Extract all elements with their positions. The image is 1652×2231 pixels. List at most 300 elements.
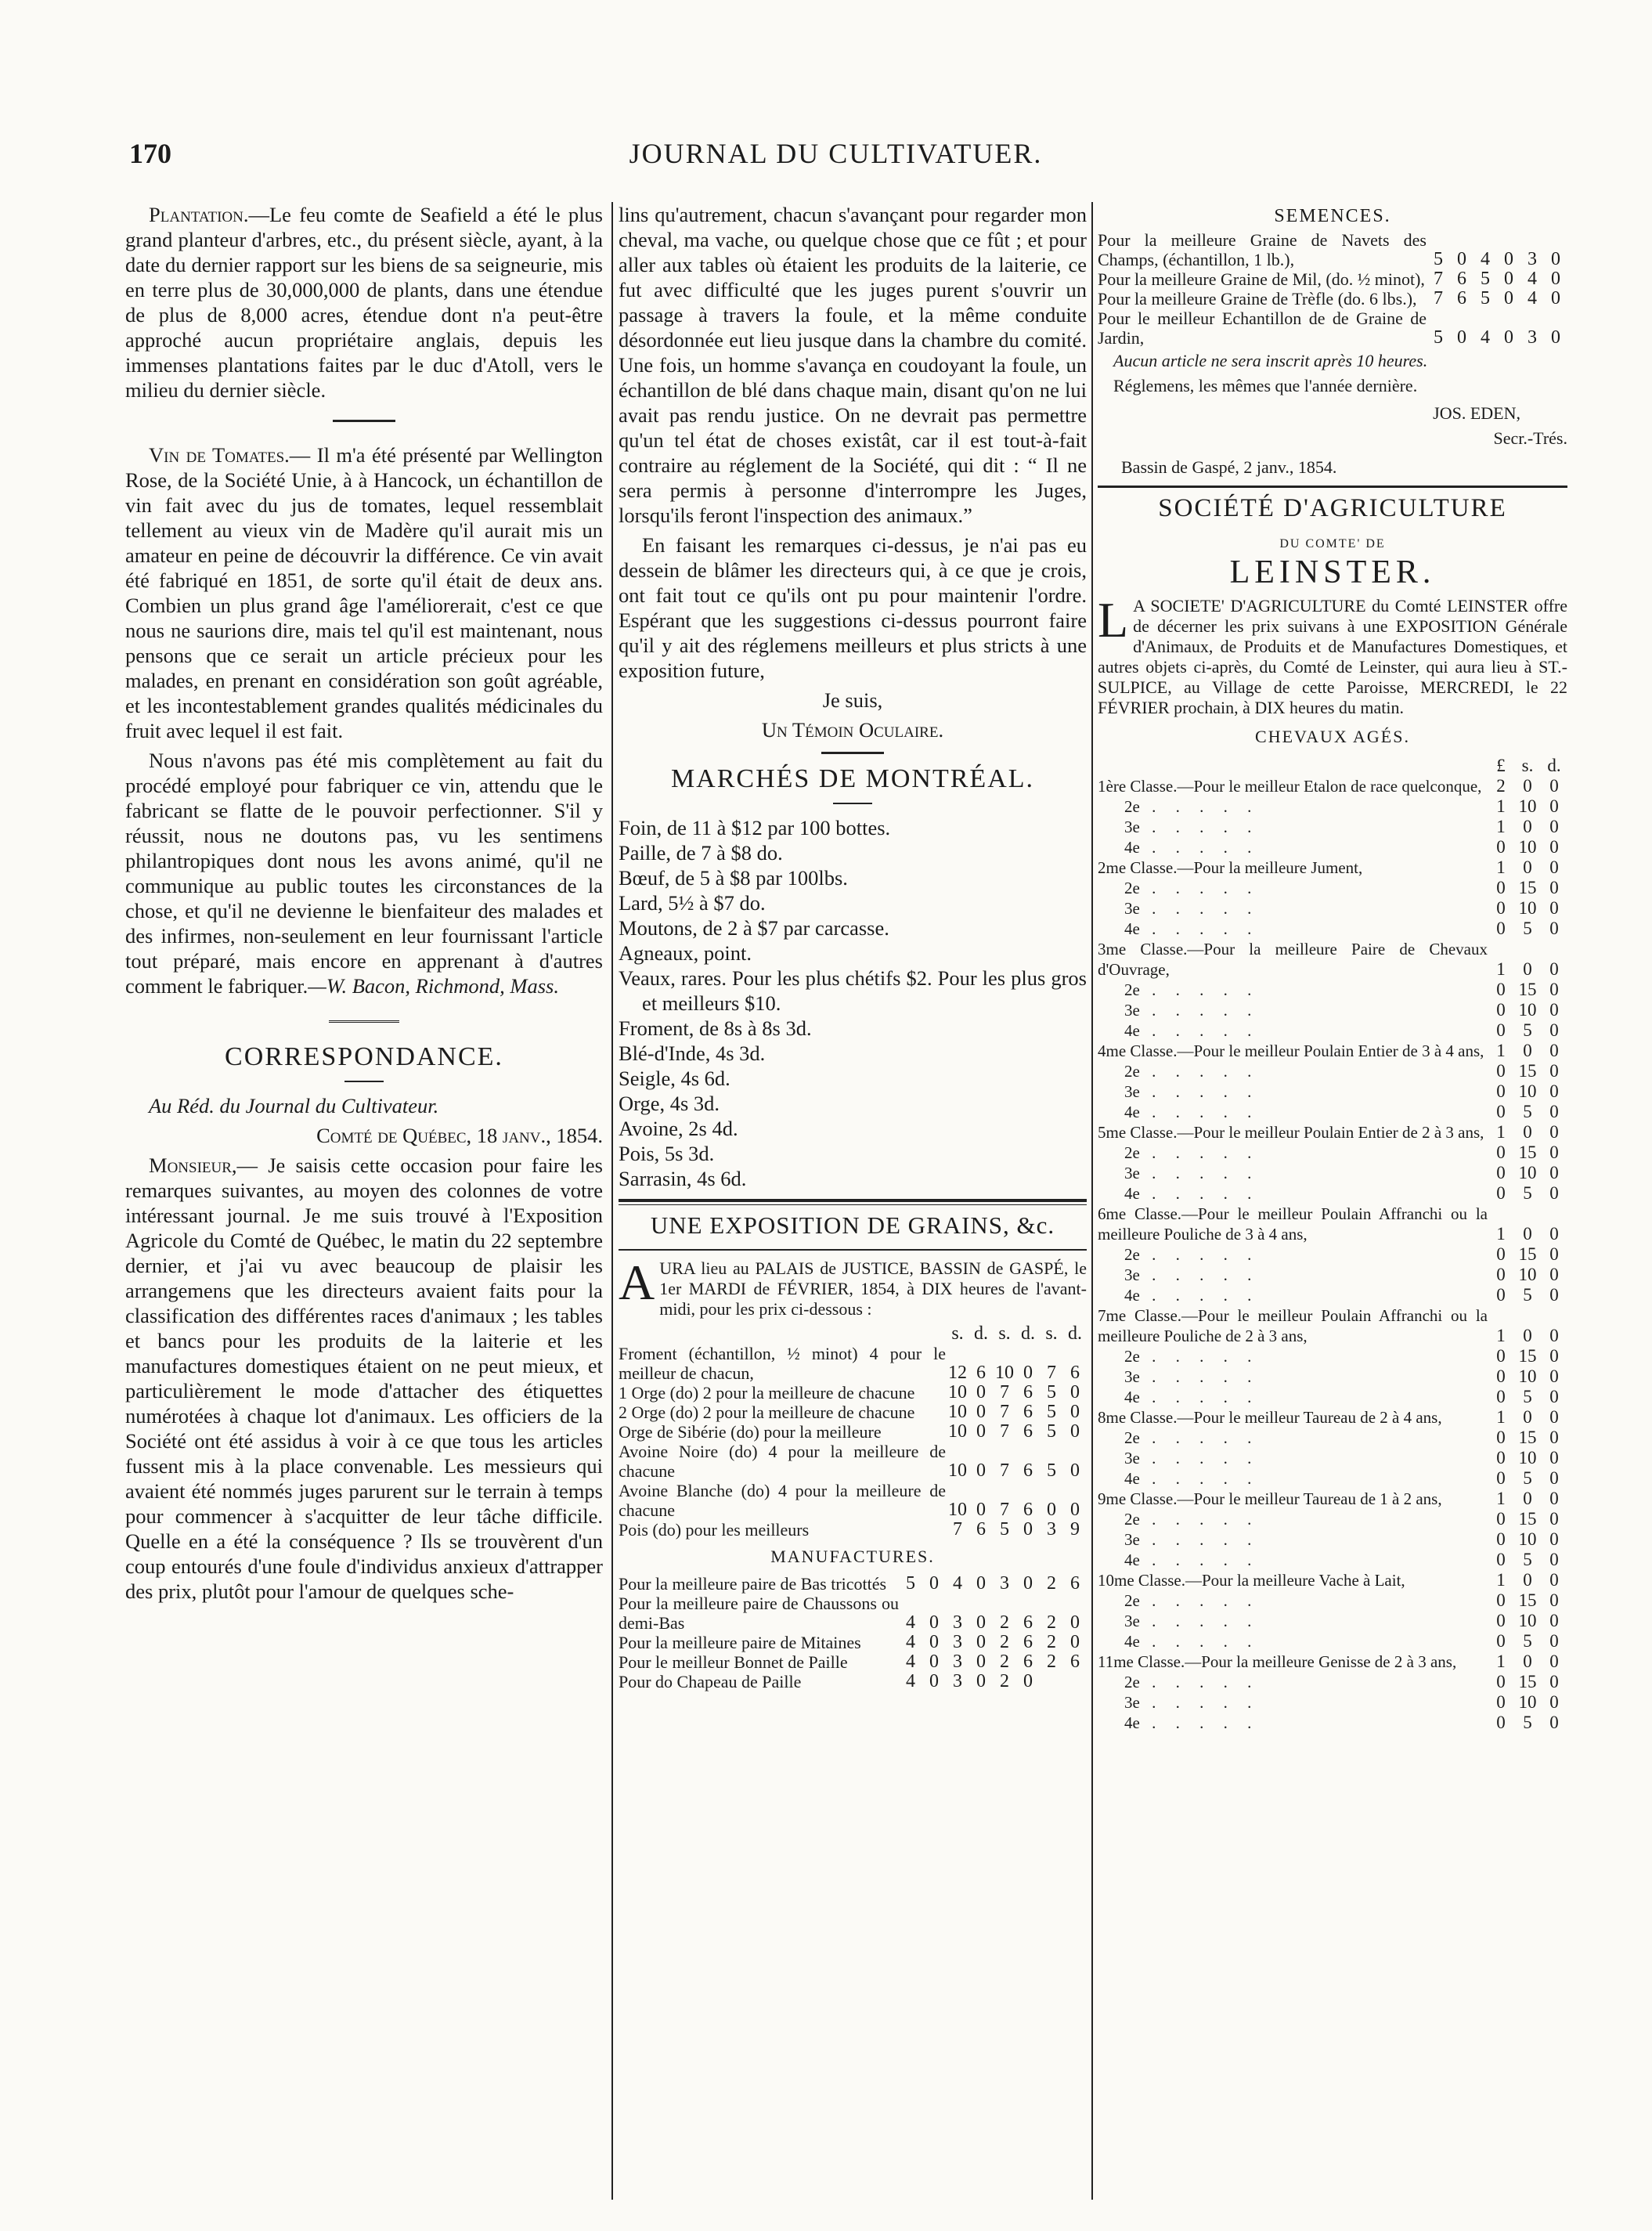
place-rank: 4e (1124, 1021, 1140, 1040)
leader-dots: . . . . . (1139, 1632, 1260, 1651)
row-value: 6 (1023, 1460, 1033, 1481)
market-price-item: Lard, 5½ à $7 do. (619, 891, 766, 915)
row-value: 0 (1549, 1020, 1559, 1040)
row-value: 15 (1518, 1244, 1537, 1264)
row-value: 15 (1518, 980, 1537, 999)
row-value: 5 (1047, 1402, 1056, 1422)
row-value: 0 (1549, 1061, 1559, 1081)
place-label (1098, 1020, 1488, 1041)
letter-salutation: Au Réd. du Journal du Cultivateur. (149, 1094, 439, 1117)
row-value: 0 (1457, 327, 1466, 348)
place-rank: 4e (1124, 838, 1140, 857)
row-value: 0 (1549, 1590, 1559, 1610)
row-value: 2 (1000, 1652, 1009, 1672)
row-value: 0 (1549, 1081, 1559, 1101)
leader-dots: . . . . . (1139, 1001, 1260, 1020)
row-value: 0 (1023, 1671, 1033, 1691)
table-row (619, 1652, 1087, 1672)
row-value: 10 (948, 1500, 967, 1520)
row-value: 0 (976, 1421, 986, 1442)
article-vin-2 (125, 748, 603, 998)
place-label (1098, 1163, 1488, 1183)
column-rule-1 (611, 202, 613, 2200)
table-header-cell (1098, 756, 1488, 776)
row-value: 0 (1549, 959, 1559, 979)
row-value: 0 (1549, 1387, 1559, 1406)
column-middle (619, 202, 1087, 2200)
class-subrow (1098, 898, 1567, 919)
row-value: 6 (1457, 288, 1466, 309)
market-price-item: Seigle, 4s 6d. (619, 1067, 730, 1090)
column-rule-2 (1091, 202, 1093, 2200)
letter-continuation: lins qu'autrement, chacun s'avançant pour regarder mon cheval, ma vache, ou quelque chose que ce fût ; et pour aller aux tables où étaient les produits de la laiterie, ce fut avec difficulté que les juges purent s'ouvrir un passage à travers la foule, et la même conduite désordonnée eut lieu jusque dans la chambre du comité. Une fois, un homme s'avança en coudoyant la foule, un échantillon de blé dans chaque main, disant qu'on ne lui avait pas rendu justice. On ne devrait pas permettre qu'un tel état de choses existât, car il est tout-à-fait contraire au réglement de la Société, qui dit : “ Il ne sera permis à personne d'interrompre les Juges, lorsqu'ils feront l'inspection des animaux.” (619, 203, 1087, 527)
place-rank: 4e (1124, 1469, 1140, 1488)
row-value: 0 (1070, 1500, 1080, 1520)
row-value: 15 (1518, 1346, 1537, 1366)
row-value: 0 (1023, 1573, 1033, 1594)
leader-dots: . . . . . (1139, 879, 1260, 897)
leader-dots: . . . . . (1139, 1428, 1260, 1447)
row-value: 0 (1551, 288, 1560, 309)
row-value: 0 (1496, 1285, 1506, 1305)
section-heading-semences: SEMENCES. (1274, 206, 1391, 226)
class-subrow (1098, 1285, 1567, 1305)
class-label: 3me Classe.—Pour la meilleure Paire de Chevaux d'Ouvrage, (1098, 940, 1488, 979)
row-value: 0 (1496, 1468, 1506, 1488)
row-label: Pour la meilleure paire de Bas tricottés (619, 1574, 887, 1594)
row-value: 0 (1523, 1326, 1532, 1345)
article-body: Nous n'avons pas été mis complètement au fait du procédé employé pour fabriquer ce vin, attendu que le fabricant se flatte de le pouvoir perfectionner. S'il y réussit, nous ne doutons pas, vu les sentimens philantropiques dont nous les avons animé, qu'il ne communique au public toutes les circonstances de la chose, et qu'il ne devienne le bienfaiteur des malades et des infirmes, non-seulement en leur fournissant l'article tout préparé, mais encore en apprenant à d'autres comment le fabriquer. (125, 749, 603, 998)
market-price-item: Blé-d'Inde, 4s 3d. (619, 1041, 766, 1065)
section-heading-correspondance: CORRESPONDANCE. (225, 1042, 503, 1071)
row-value: 0 (1496, 1692, 1506, 1712)
row-value: 10 (995, 1363, 1014, 1383)
class-subrow (1098, 1061, 1567, 1081)
row-value: 0 (1549, 1163, 1559, 1182)
row-label: Pour la meilleure Graine de Trèfle (do. 6 lbs.), (1098, 289, 1417, 309)
table-row (619, 1442, 1087, 1481)
market-price-item: Veaux, rares. Pour les plus chétifs $2. Pour les plus gros et meilleurs $10. (619, 966, 1087, 1015)
market-price-item: Bœuf, de 5 à $8 par 100lbs. (619, 866, 848, 890)
class-row (1098, 1570, 1567, 1590)
table-row (1098, 230, 1567, 269)
row-value: 0 (1549, 1468, 1559, 1488)
rule (619, 1249, 1087, 1251)
place-rank: 2e (1124, 1428, 1140, 1447)
row-value: 4 (1481, 327, 1490, 348)
class-subrow (1098, 1468, 1567, 1489)
leader-dots: . . . . . (1139, 1530, 1260, 1549)
row-value: 15 (1518, 1061, 1537, 1081)
row-value: 0 (1549, 919, 1559, 938)
row-label: Pour le meilleur Echantillon de de Graine de Jardin, (1098, 309, 1427, 348)
place-label (1098, 1550, 1488, 1570)
row-value: 10 (1518, 1692, 1537, 1712)
ornament-separator (329, 1020, 399, 1023)
row-value: 1 (1496, 1489, 1506, 1508)
drop-cap: A (619, 1254, 655, 1310)
row-value: 4 (1528, 269, 1537, 289)
semences-note-2: Réglemens, les mêmes que l'année dernière. (1113, 376, 1418, 395)
row-value: 6 (1070, 1573, 1080, 1594)
article-plantation (125, 202, 603, 403)
class-label: 11me Classe.—Pour la meilleure Genisse de 2 à 3 ans, (1098, 1652, 1457, 1671)
row-label: Avoine Blanche (do) 4 pour la meilleure de chacune (619, 1481, 946, 1520)
class-label: 4me Classe.—Pour le meilleur Poulain Entier de 3 à 4 ans, (1098, 1041, 1484, 1060)
row-value: 7 (1000, 1421, 1009, 1442)
table-header-cell: d. (1068, 1323, 1082, 1344)
class-subrow (1098, 1428, 1567, 1448)
section-heading-exposition: UNE EXPOSITION DE GRAINS, &c. (650, 1211, 1055, 1239)
row-value: 1 (1496, 1041, 1506, 1060)
table-row (619, 1520, 1087, 1540)
place-label (1098, 1631, 1488, 1652)
row-value: 0 (976, 1652, 986, 1672)
row-value: 15 (1518, 1672, 1537, 1691)
row-value: 1 (1496, 857, 1506, 877)
class-subrow (1098, 1143, 1567, 1163)
row-value: 15 (1518, 1143, 1537, 1162)
row-value: 1 (1496, 796, 1506, 816)
row-value: 0 (1549, 1550, 1559, 1569)
leader-dots: . . . . . (1139, 1143, 1260, 1162)
row-value: 0 (1496, 898, 1506, 918)
row-value: 2 (1047, 1573, 1056, 1594)
leader-dots: . . . . . (1139, 838, 1260, 857)
row-value: 0 (1496, 1143, 1506, 1162)
row-value: 0 (1496, 1713, 1506, 1732)
class-subrow (1098, 1366, 1567, 1387)
row-value: 0 (1496, 878, 1506, 897)
row-value: 0 (1523, 817, 1532, 836)
place-rank: 3e (1124, 818, 1140, 836)
row-value: 0 (929, 1573, 939, 1594)
row-value: 5 (1047, 1460, 1056, 1481)
leader-dots: . . . . . (1139, 1082, 1260, 1101)
row-value: 0 (929, 1671, 939, 1691)
place-label (1098, 796, 1488, 817)
class-subrow (1098, 1550, 1567, 1570)
row-value: 0 (1523, 776, 1532, 796)
row-value: 0 (1549, 1041, 1559, 1060)
row-value: 2 (1000, 1671, 1009, 1691)
row-value: 0 (1549, 857, 1559, 877)
row-value: 0 (1549, 1000, 1559, 1020)
class-row (1098, 1652, 1567, 1672)
table-row (619, 1594, 1087, 1633)
class-subrow (1098, 1387, 1567, 1407)
row-value: 4 (906, 1671, 915, 1691)
exposition-intro-text: URA lieu au PALAIS de JUSTICE, BASSIN de GASPÉ, le 1er MARDI de FÉVRIER, 1854, à DIX heures de l'avant-midi, pour les prix ci-dessous : (659, 1258, 1087, 1319)
row-value: 0 (1549, 1672, 1559, 1691)
letter-body (125, 1153, 603, 1604)
double-rule (619, 1199, 1087, 1205)
row-label: 2 Orge (do) 2 pour la meilleure de chacune (619, 1402, 915, 1422)
leader-dots: . . . . . (1139, 797, 1260, 816)
row-value: 0 (1496, 980, 1506, 999)
row-label: 1 Orge (do) 2 pour la meilleure de chacune (619, 1383, 915, 1402)
market-price-item: Foin, de 11 à $12 par 100 bottes. (619, 816, 891, 839)
row-value: 0 (1523, 1489, 1532, 1508)
row-value: 0 (1551, 327, 1560, 348)
row-value: 0 (929, 1612, 939, 1633)
leader-dots: . . . . . (1139, 1021, 1260, 1040)
row-value: 0 (1549, 1122, 1559, 1142)
table-row (619, 1344, 1087, 1383)
class-subrow (1098, 1672, 1567, 1692)
row-value: 0 (1523, 1224, 1532, 1244)
class-subrow (1098, 1020, 1567, 1041)
row-value: 0 (1523, 959, 1532, 979)
place-rank: 2e (1124, 1143, 1140, 1162)
row-value: 0 (1070, 1421, 1080, 1442)
table-row (619, 1402, 1087, 1422)
class-row (1098, 1407, 1567, 1428)
leader-dots: . . . . . (1139, 1510, 1260, 1529)
row-value: 9 (1070, 1519, 1080, 1540)
place-label (1098, 1672, 1488, 1692)
row-value: 0 (1496, 1428, 1506, 1447)
class-label: 9me Classe.—Pour le meilleur Taureau de 1 à 2 ans, (1098, 1489, 1442, 1508)
leader-dots: . . . . . (1139, 980, 1260, 999)
row-value: 0 (1496, 1509, 1506, 1529)
row-value: 0 (1549, 1326, 1559, 1345)
row-value: 0 (1504, 269, 1513, 289)
row-value: 0 (1549, 1183, 1559, 1203)
row-label: Pour la meilleure Graine de Mil, (do. ½ minot), (1098, 269, 1425, 289)
place-rank: 4e (1124, 1286, 1140, 1305)
row-label: Pour la meilleure Graine de Navets des Champs, (échantillon, 1 lb.), (1098, 230, 1427, 269)
article-body: —Le feu comte de Seafield a été le plus grand planteur d'arbres, etc., du présent siècle, ayant, à la date du dernier rapport sur les biens de sa seigneurie, mis en terre plus de 30,000,000 de plants, dans une étendue de plus de 8,000 acres, étendue dont n'a peut-être approché aucun propriétaire anglais, depuis les immenses plantations faites par le duc d'Atoll, vers le milieu du dernier siècle. (125, 203, 603, 402)
row-value: 0 (1551, 269, 1560, 289)
row-value: 0 (1551, 249, 1560, 269)
place-label (1098, 1611, 1488, 1631)
row-value: 1 (1496, 1407, 1506, 1427)
row-value: 0 (1496, 919, 1506, 938)
row-value: 6 (1070, 1652, 1080, 1672)
letter-text: — Je saisis cette occasion pour faire les remarques suivantes, au moyen des colonnes de votre intéressant journal. Je me suis trouvé à l'Exposition Agricole du Comté de Québec, le matin du 22 septembre dernier, et j'ai vu avec beaucoup de plaisir les arrangemens que les directeurs avaient faits pour la classification des différentes races d'animaux ; les tables et bancs pour les produits de la laiterie et les manufactures domestiques étaient on ne peut mieux, et particulièrement le mode d'attacher des étiquettes numérotées à chaque lot d'animaux. Les officiers de la Société ont été assidus à voir à ce que tous les articles fussent mis à la place convenable. Les messieurs qui avaient été nommés juges parurent sur le terrain à temps pour commencer à s'acquitter de leur tâche difficile. Quelle en a été la conséquence ? Ils se trouvèrent d'un coup entourés d'une foule d'individus anxieux d'attrapper des prix, plutôt pour l'amour de quelques sche- (125, 1153, 603, 1603)
row-value: 0 (1070, 1632, 1080, 1652)
class-subrow (1098, 1346, 1567, 1366)
class-subrow (1098, 1265, 1567, 1285)
row-value: 2 (1047, 1632, 1056, 1652)
row-value: 3 (1528, 327, 1537, 348)
market-price-item: Orge, 4s 3d. (619, 1092, 720, 1115)
table-header-cell: s. (1045, 1323, 1058, 1344)
place-label (1098, 1265, 1488, 1285)
place-label (1098, 1346, 1488, 1366)
row-value: 2 (1000, 1632, 1009, 1652)
place-rank: 3e (1124, 899, 1140, 918)
row-value: 5 (1523, 1183, 1532, 1203)
separator (344, 1081, 384, 1082)
place-label (1098, 878, 1488, 898)
row-value: 0 (1496, 1590, 1506, 1610)
row-value: 6 (976, 1519, 986, 1540)
row-value: 0 (1549, 1448, 1559, 1467)
place-rank: 3e (1124, 1693, 1140, 1712)
class-subrow (1098, 1448, 1567, 1468)
chevaux-heading: CHEVAUX AGÉS. (1255, 727, 1410, 746)
class-subrow (1098, 1590, 1567, 1611)
row-value: 2 (1047, 1652, 1056, 1672)
row-value: 0 (1549, 776, 1559, 796)
table-row (1098, 269, 1567, 289)
row-value: 0 (1070, 1402, 1080, 1422)
place-rank: 2e (1124, 980, 1140, 999)
semences-signer-title: Secr.-Trés. (1493, 428, 1567, 448)
leader-dots: . . . . . (1139, 1449, 1260, 1467)
table-row (619, 1383, 1087, 1402)
place-rank: 2e (1124, 1245, 1140, 1264)
row-value: 1 (1496, 1652, 1506, 1671)
leader-dots: . . . . . (1139, 1286, 1260, 1305)
semences-note: Aucun article ne sera inscrit après 10 heures. (1113, 351, 1428, 370)
class-row (1098, 857, 1567, 878)
row-value: 0 (976, 1671, 986, 1691)
separator (821, 752, 884, 754)
row-value: 0 (1549, 1407, 1559, 1427)
row-value: 0 (929, 1652, 939, 1672)
leader-dots: . . . . . (1139, 818, 1260, 836)
row-value: 10 (948, 1421, 967, 1442)
place-label (1098, 1468, 1488, 1489)
row-value: 7 (1434, 269, 1443, 289)
row-value: 3 (953, 1612, 962, 1633)
row-value: 2 (1000, 1612, 1009, 1633)
livestock-prize-table (1098, 756, 1567, 1733)
row-value: 2 (1496, 776, 1506, 796)
row-value: 0 (1496, 1000, 1506, 1020)
leader-dots: . . . . . (1139, 1062, 1260, 1081)
class-subrow (1098, 1102, 1567, 1122)
row-value: 0 (1496, 1102, 1506, 1121)
manufactures-heading: MANUFACTURES. (770, 1547, 935, 1566)
row-value: 0 (1496, 1631, 1506, 1651)
row-value: 0 (1549, 1143, 1559, 1162)
row-value: 0 (976, 1612, 986, 1633)
class-label: 5me Classe.—Pour le meilleur Poulain Entier de 2 à 3 ans, (1098, 1123, 1484, 1142)
row-label: Pour la meilleure paire de Chaussons ou demi-Bas (619, 1594, 899, 1633)
row-value: 0 (1496, 1550, 1506, 1569)
leader-dots: . . . . . (1139, 1469, 1260, 1488)
row-value: 5 (1523, 1102, 1532, 1121)
row-value: 5 (1481, 288, 1490, 309)
row-value: 5 (1523, 1387, 1532, 1406)
place-rank: 3e (1124, 1367, 1140, 1386)
row-value: 0 (1523, 1122, 1532, 1142)
row-value: 0 (1549, 1529, 1559, 1549)
place-label (1098, 1590, 1488, 1611)
page-number: 170 (129, 138, 171, 169)
table-row (1098, 289, 1567, 309)
row-value: 0 (1496, 1387, 1506, 1406)
row-value: 10 (1518, 1081, 1537, 1101)
leader-dots: . . . . . (1139, 919, 1260, 938)
row-value (1063, 1672, 1087, 1691)
row-label: Pour la meilleure paire de Mitaines (619, 1633, 861, 1652)
row-value: 5 (906, 1573, 915, 1594)
row-value: 0 (1496, 1183, 1506, 1203)
row-value: 10 (1518, 1448, 1537, 1467)
row-value: 1 (1496, 1326, 1506, 1345)
seed-prize-table (1098, 230, 1567, 348)
place-label (1098, 1366, 1488, 1387)
place-label (1098, 1387, 1488, 1407)
table-row (1098, 309, 1567, 348)
class-label: 10me Classe.—Pour la meilleure Vache à Lait, (1098, 1571, 1405, 1590)
row-value: 0 (976, 1500, 986, 1520)
table-header-cell: d. (1021, 1323, 1035, 1344)
row-label: Pois (do) pour les meilleurs (619, 1520, 810, 1540)
leader-dots: . . . . . (1139, 1367, 1260, 1386)
place-label (1098, 1285, 1488, 1305)
row-value: 0 (1523, 1652, 1532, 1671)
place-rank: 3e (1124, 1530, 1140, 1549)
row-value: 12 (948, 1363, 967, 1383)
semences-signer: JOS. EDEN, (1433, 403, 1520, 423)
row-value: 15 (1518, 878, 1537, 897)
row-value: 5 (1047, 1382, 1056, 1402)
row-value: 10 (1518, 1529, 1537, 1549)
table-header-cell: d. (1547, 756, 1561, 775)
row-value: 10 (1518, 1163, 1537, 1182)
article-attribution: —W. Bacon, Richmond, Mass. (308, 974, 559, 998)
place-rank: 4e (1124, 1184, 1140, 1203)
place-label (1098, 980, 1488, 1000)
row-value: 0 (1549, 1652, 1559, 1671)
row-value: 6 (1457, 269, 1466, 289)
row-value: 0 (1549, 1570, 1559, 1590)
place-label (1098, 837, 1488, 857)
row-value: 0 (1549, 1244, 1559, 1264)
place-rank: 2e (1124, 1591, 1140, 1610)
row-value: 7 (1434, 288, 1443, 309)
row-value: 0 (1523, 857, 1532, 877)
market-price-item: Moutons, de 2 à $7 par carcasse. (619, 916, 889, 940)
row-value: 0 (1549, 1366, 1559, 1386)
class-subrow (1098, 796, 1567, 817)
row-value: 0 (1549, 1102, 1559, 1121)
place-rank: 2e (1124, 797, 1140, 816)
place-label (1098, 1428, 1488, 1448)
row-value: 0 (1523, 1407, 1532, 1427)
row-value: 6 (1023, 1652, 1033, 1672)
row-value: 4 (906, 1612, 915, 1633)
place-rank: 4e (1124, 1713, 1140, 1732)
row-value: 0 (1023, 1519, 1033, 1540)
row-value: 7 (1000, 1500, 1009, 1520)
market-price-item: Sarrasin, 4s 6d. (619, 1167, 747, 1190)
market-price-item: Paille, de 7 à $8 do. (619, 841, 783, 865)
class-subrow (1098, 1692, 1567, 1713)
place-label (1098, 1183, 1488, 1204)
row-value: 3 (953, 1632, 962, 1652)
row-value: 0 (976, 1382, 986, 1402)
row-value: 5 (1000, 1519, 1009, 1540)
row-value: 0 (1549, 1489, 1559, 1508)
class-subrow (1098, 1611, 1567, 1631)
article-body: — Il m'a été présenté par Wellington Rose, de la Société Unie, à à Hancock, un échantillon de vin fait avec du jus de tomates, lequel ressemblait tellement au vieux vin de Madère qu'il aurait mis un amateur en peine de découvrir la différence. Ce vin avait été fabriqué en 1851, de sorte qu'il était de deux ans. Combien un plus grand âge l'améliorerait, c'est ce que nous ne saurions dire, mais tel qu'il est maintenant, nous pensons que ce serait un article précieux pour les malades, en prenant en considération son goût agréable, et les incontestablement grandes qualités médicinales du fruit avec lequel il est fait. (125, 443, 604, 742)
rule (1098, 486, 1567, 488)
letter-dateline: Comté de Québec, 18 janv., 1854. (316, 1124, 603, 1147)
place-rank: 4e (1124, 1103, 1140, 1121)
column-right (1098, 202, 1567, 2200)
row-value: 1 (1496, 817, 1506, 836)
place-label (1098, 898, 1488, 919)
place-rank: 4e (1124, 919, 1140, 938)
class-subrow (1098, 980, 1567, 1000)
